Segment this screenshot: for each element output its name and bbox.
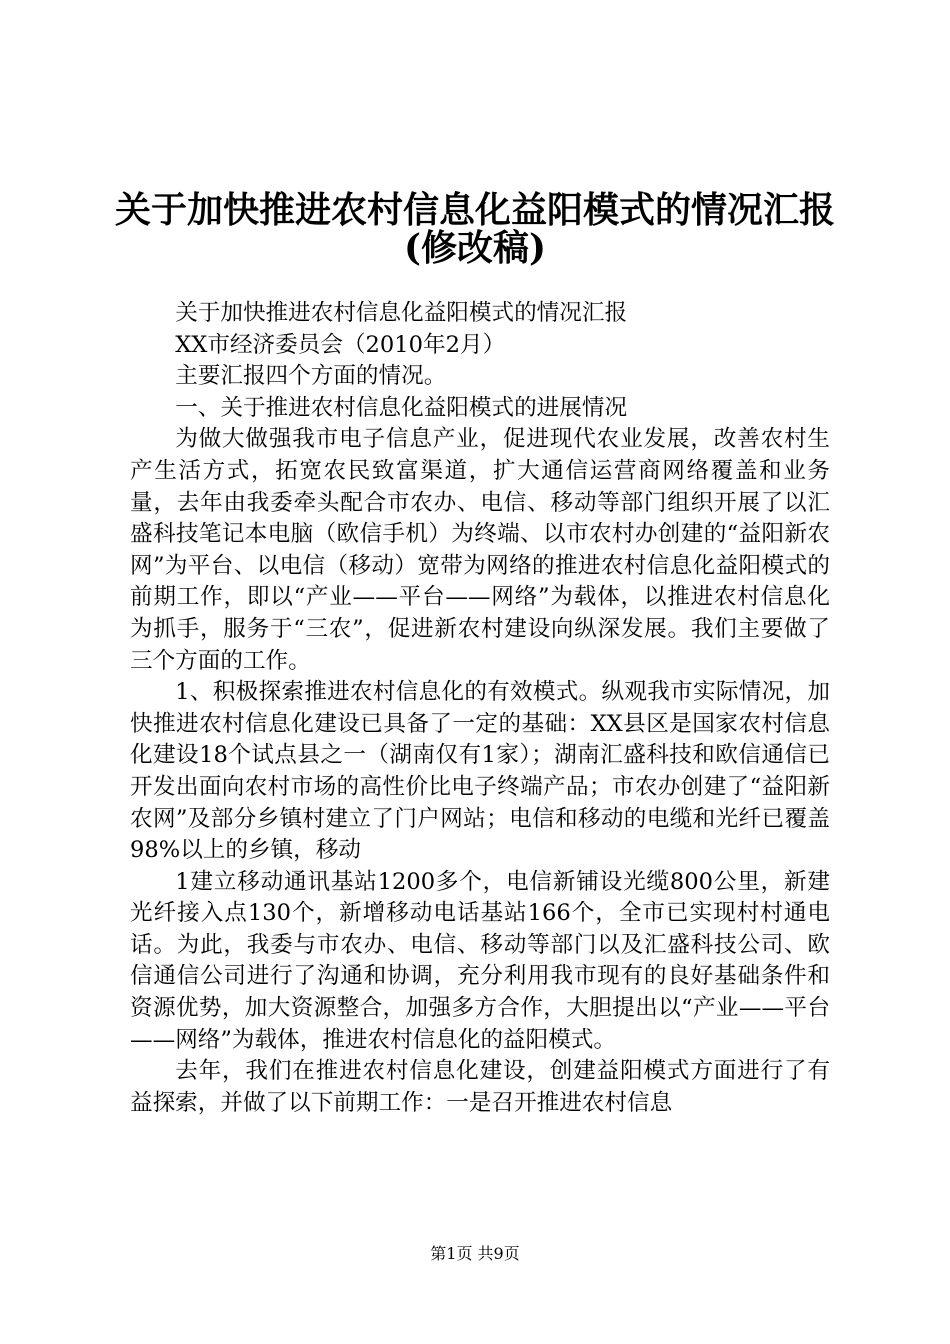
document-subtitle: (修改稿) [403,227,547,269]
document-title: 关于加快推进农村信息化益阳模式的情况汇报 [114,189,835,231]
paragraph: 去年，我们在推进农村信息化建设，创建益阳模式方面进行了有益探索，并做了以下前期工作：一是召开推进农村信息 [130,1058,830,1116]
page-number: 第1页 共9页 [430,1244,520,1263]
paragraph: 一、关于推进农村信息化益阳模式的进展情况 [175,394,628,421]
paragraph: 主要汇报四个方面的情况。 [175,363,447,390]
paragraph: 为做大做强我市电子信息产业，促进现代农业发展，改善农村生产生活方式，拓宽农民致富渠道，扩大通信运营商网络覆盖和业务量，去年由我委牵头配合市农办、电信、移动等部门组织开展了以汇盛科技笔记本电脑（欧信手机）为终端、以市农村办创建的“益阳新农网”为平台、以电信（移动）宽带为网络的推进农村信息化益阳模式的前期工作，即以“产业——平台——网络”为载体，以推进农村信息化为抓手，服务于“三农”，促进新农村建设向纵深发展。我们主要做了三个方面的工作。 [130,426,830,674]
paragraph: XX市经济委员会（2010年2月） [175,331,506,358]
paragraph: 1、积极探索推进农村信息化的有效模式。纵观我市实际情况，加快推进农村信息化建设已具备了一定的基础：XX县区是国家农村信息化建设18个试点县之一（湖南仅有1家）；湖南汇盛科技和欧信通信已开发出面向农村市场的高性价比电子终端产品；市农办创建了“益阳新农网”及部分乡镇村建立了门户网站；电信和移动的电缆和光纤已覆盖98%以上的乡镇，移动 [130,679,830,864]
document-body [130,298,830,1119]
paragraph: 关于加快推进农村信息化益阳模式的情况汇报 [175,300,628,326]
paragraph: 1建立移动通讯基站1200多个，电信新铺设光缆800公里，新建光纤接入点130个，新增移动电话基站166个，全市已实现村村通电话。为此，我委与市农办、电信、移动等部门以及汇盛科技公司、欧信通信公司进行了沟通和协调，充分利用我市现有的良好基础条件和资源优势，加大资源整合，加强多方合作，大胆提出以“产业——平台——网络”为载体，推进农村信息化的益阳模式。 [130,868,830,1053]
